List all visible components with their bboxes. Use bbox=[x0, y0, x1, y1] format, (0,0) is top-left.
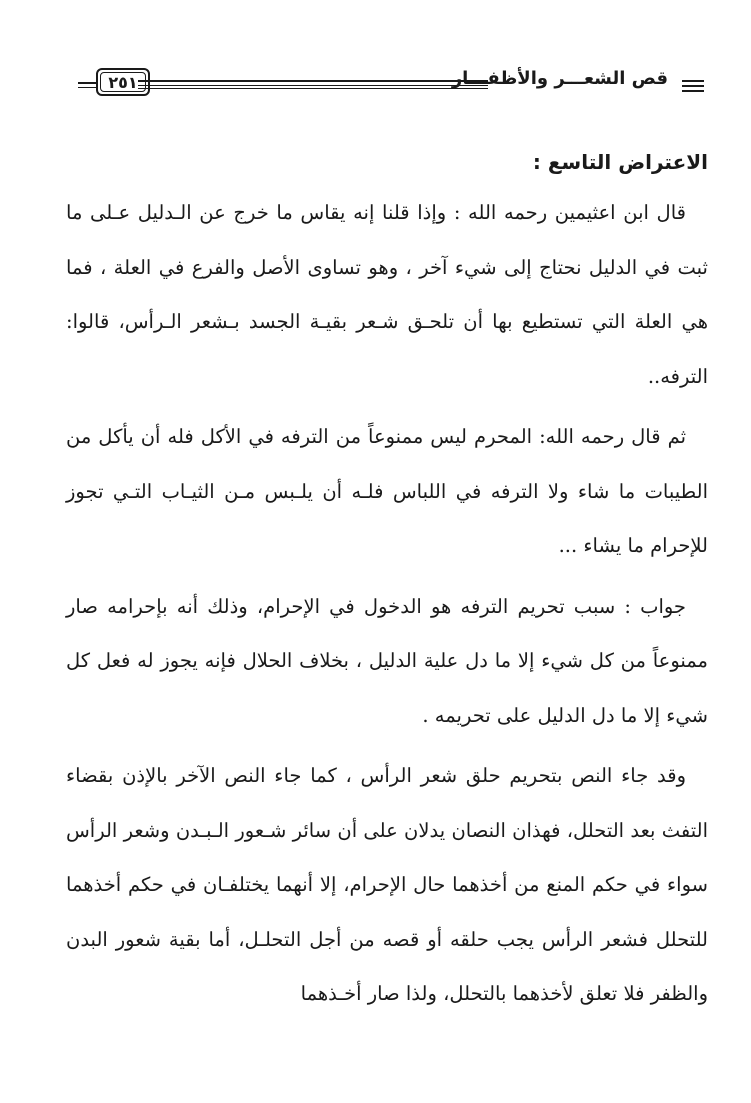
paragraph-4-text: وقد جاء النص بتحريم حلق شعر الرأس ، كما جاء النص الآخر بالإذن بقضاء التفث بعد التحلل، فهذان النصان يدلان على أن سائر شـعور الـبـدن وشعر الرأس سواء في حكم المنع من أخذهما حال الإحرام، إلا أنهما يختلفـان في حكم أخذهما للتحلل فشعر الرأس يجب حلقه أو قصه من أجل التحلـل، أما بقية شعور البدن والظفر فلا تعلق لأخذهما بالتحلل، ولذا صار أخـذهما bbox=[66, 764, 708, 1005]
page-header bbox=[78, 60, 708, 102]
paragraph-1-text: قال ابن اعثيمين رحمه الله : وإذا قلنا إنه يقاس ما خرج عن الـدليل عـلى ما ثبت في الدليل نحتاج إلى شيء آخر ، وهو تساوى الأصل والفرع في العلة ، فما هي العلة التي تستطيع بها أن تلحـق شـعر بقيـة الجسد بـشعر الـرأس، قالوا: الترفه.. bbox=[66, 201, 708, 388]
paragraph-4 bbox=[66, 749, 708, 1022]
header-rule-thin-2 bbox=[138, 88, 488, 89]
page-number: ٢٥١ bbox=[108, 72, 138, 92]
header-left-rule bbox=[78, 82, 96, 84]
paragraph-3 bbox=[66, 580, 708, 744]
paragraph-2-text: ثم قال رحمه الله: المحرم ليس ممنوعاً من الترفه في الأكل فله أن يأكل من الطيبات ما شاء ولا الترفه في اللباس فلـه أن يلـبس مـن الثيـاب التـي تجوز للإحرام ما يشاء ... bbox=[66, 425, 708, 557]
header-rule-thin bbox=[138, 85, 488, 86]
header-rule-thick bbox=[138, 80, 488, 82]
paragraph-2 bbox=[66, 410, 708, 574]
paragraph-3-text: جواب : سبب تحريم الترفه هو الدخول في الإحرام، وذلك أنه بإحرامه صار ممنوعاً من كل شيء إلا ما دل علية الدليل ، بخلاف الحلال فإنه يجوز له فعل كل شيء إلا ما دل الدليل على تحريمه . bbox=[66, 594, 708, 727]
header-left-rule-thin bbox=[78, 87, 96, 88]
header-ornament bbox=[682, 80, 704, 95]
paragraph-1 bbox=[66, 186, 708, 404]
page-number-frame bbox=[96, 68, 150, 96]
running-title: قص الشعـــر والأظفـــار bbox=[451, 68, 668, 89]
section-heading: الاعتراض التاسع : bbox=[532, 150, 708, 174]
page-content bbox=[66, 142, 708, 1028]
